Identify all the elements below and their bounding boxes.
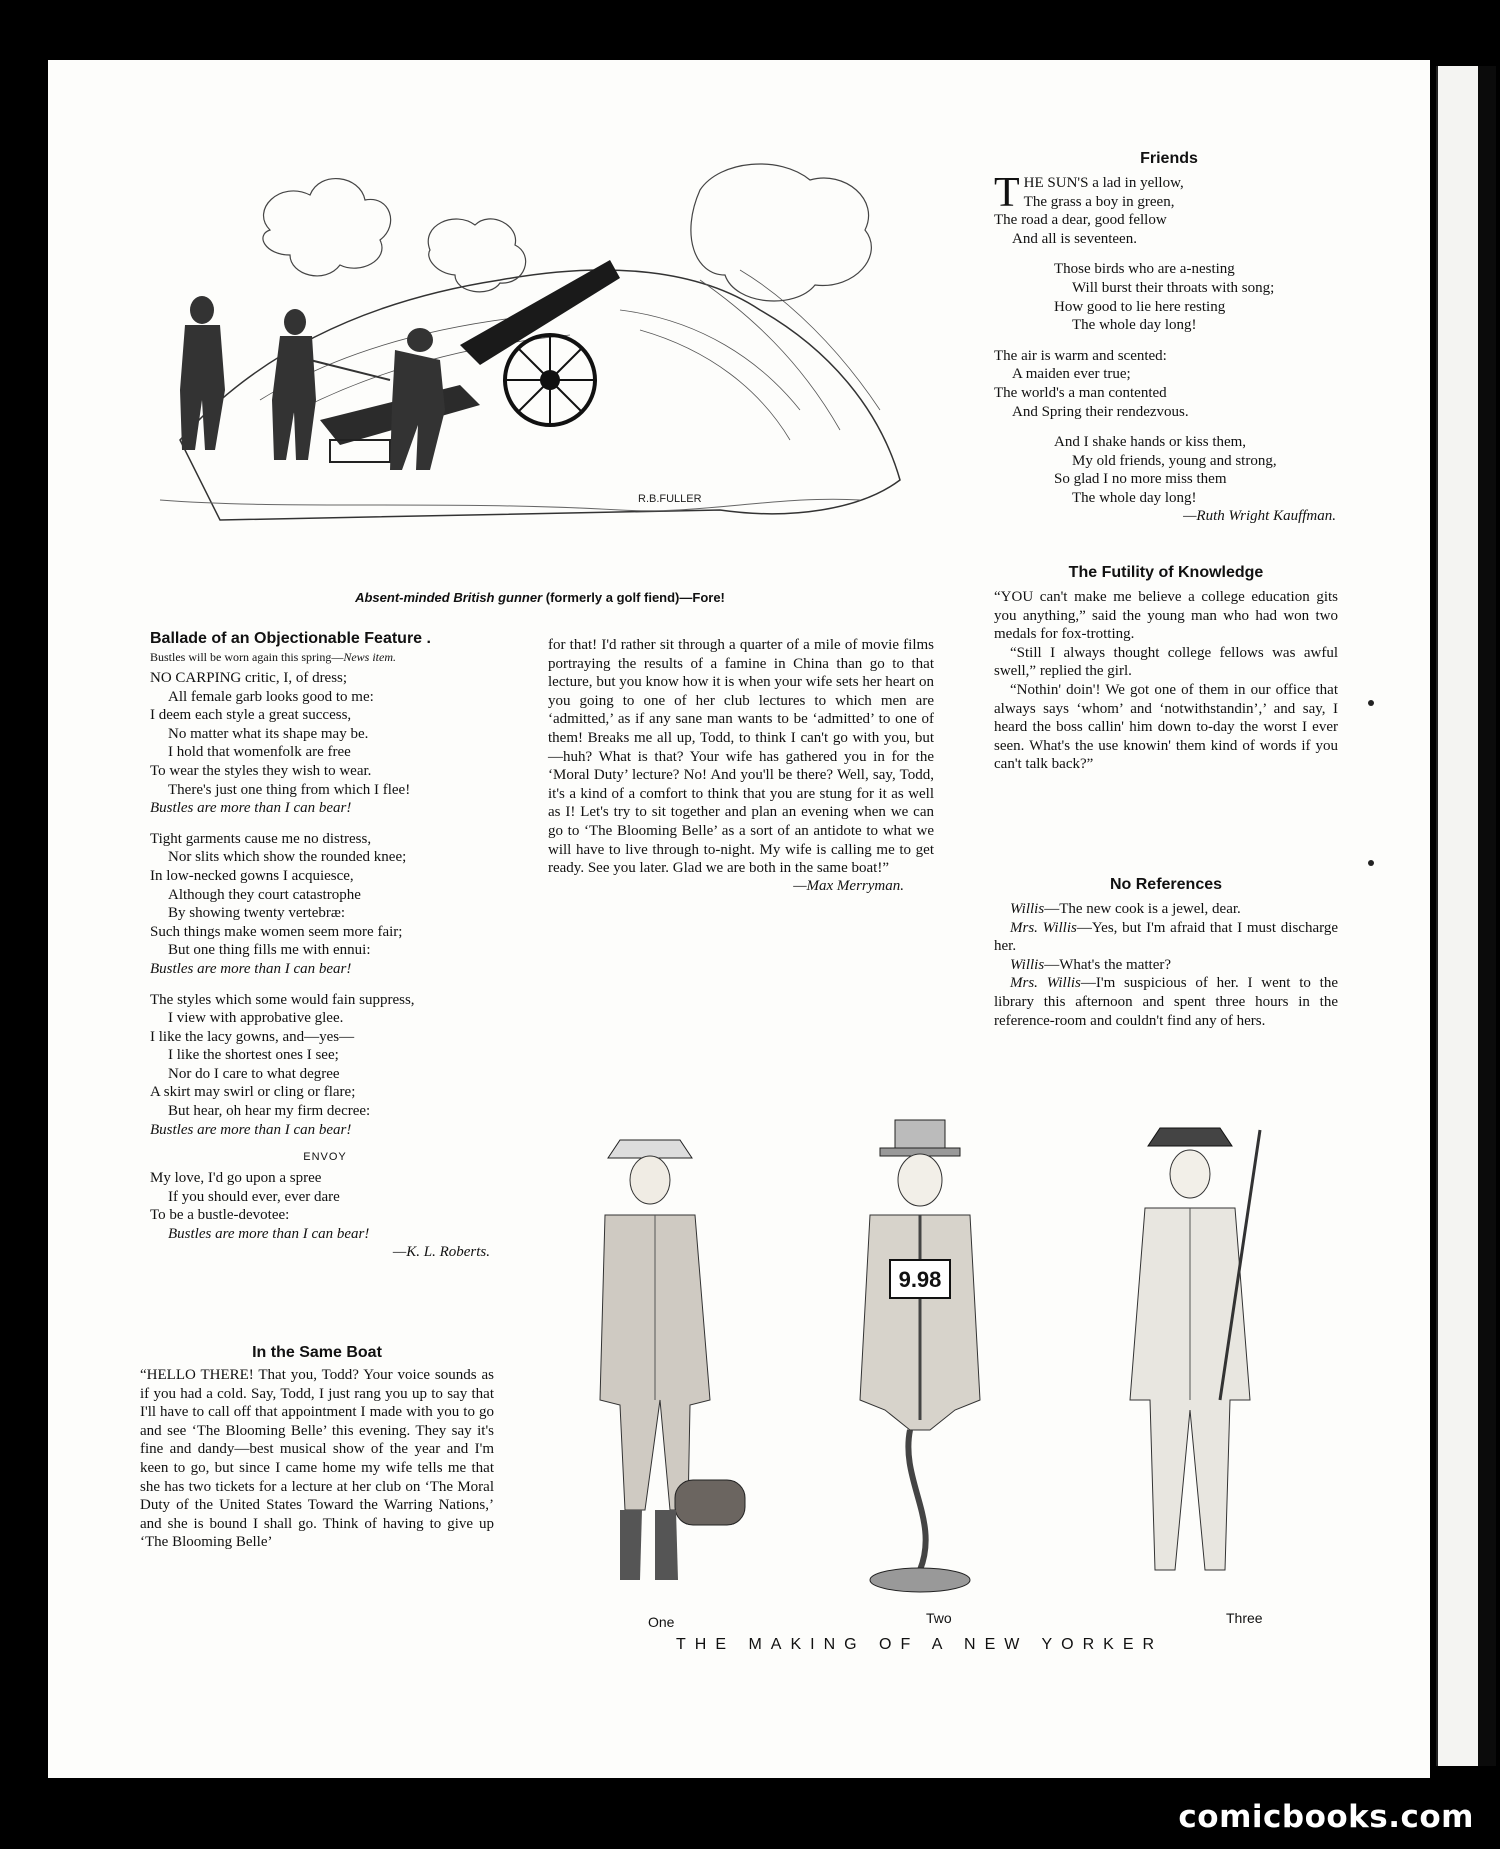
envoy-line: To be a bustle-devotee: (150, 1207, 290, 1224)
verse-line: No matter what its shape may be. (168, 725, 369, 742)
verse-line: And all is seventeen. (1012, 230, 1137, 247)
epigraph-source: News item. (343, 650, 396, 664)
friends-signature: —Ruth Wright Kauffman. (1183, 507, 1336, 524)
verse-line: My old friends, young and strong, (1072, 452, 1277, 469)
dialogue-text: —I'm suspicious of her. I went to the library this afternoon and spent three hours in the reference-room and couldn't find any of hers. (994, 975, 1338, 1029)
verse-line: I like the lacy gowns, and—yes— (150, 1028, 355, 1045)
artillery-cartoon (140, 150, 1000, 590)
envoy-label: ENVOY (303, 1151, 347, 1164)
verse-line: The whole day long! (1072, 489, 1197, 506)
verse-line: The world's a man contented (994, 384, 1167, 401)
futility-paragraph: “Still I always thought college fellows was awful swell,” replied the girl. (994, 644, 1338, 680)
envoy-line: Bustles are more than I can bear! (168, 1226, 370, 1243)
cartoon-caption (270, 590, 810, 605)
speaker: Mrs. Willis (1010, 919, 1077, 936)
page-gutter (1478, 66, 1496, 1766)
verse-line: Will burst their throats with song; (1072, 279, 1275, 296)
same-boat-signature: —Max Merryman. (793, 877, 904, 894)
verse-line: Bustles are more than I can bear! (150, 1121, 352, 1138)
illustration-title: THE MAKING OF A NEW YORKER (676, 1636, 1164, 1653)
verse-line: The air is warm and scented: (994, 347, 1167, 364)
same-boat-col1: “HELLO THERE! That you, Todd? Your voice sounds as if you had a cold. Say, Todd, I just rang you up to say that I'll have to call off that appointment I made with you to go and see ‘The Blooming Belle’ this evening. They say it's fine and dandy—best musical show of the year and I'm keen to go, but since I came home my wife tells me that she has two tickets for a lecture at her club on ‘The Moral Duty of the United States Toward the Warring Nations,’ and she is bound I shall go. Think of having to give up ‘The Blooming Belle’ (140, 1367, 494, 1551)
new-yorker-illustration (560, 1100, 1320, 1620)
dialogue-line (994, 956, 1338, 975)
friends-title: Friends (1140, 150, 1198, 167)
label-three: Three (1226, 1610, 1263, 1626)
caption-rest: (formerly a golf fiend)—Fore! (542, 590, 725, 605)
verse-line: Tight garments cause me no distress, (150, 830, 372, 847)
ballade-stanza (150, 669, 500, 818)
verse-line: Nor slits which show the rounded knee; (168, 849, 407, 866)
dialogue-line (994, 919, 1338, 956)
verse-line: How good to lie here resting (1054, 298, 1226, 315)
article-no-references (994, 876, 1338, 1030)
epigraph-text: Bustles will be worn again this spring— (150, 650, 344, 664)
figure-three (1130, 1128, 1260, 1570)
speaker: Willis (1010, 901, 1045, 917)
verse-line: And I shake hands or kiss them, (1054, 434, 1247, 451)
verse-line: There's just one thing from which I flee! (168, 781, 411, 798)
verse-line: I deem each style a great success, (150, 707, 352, 724)
futility-title: The Futility of Knowledge (1068, 564, 1264, 581)
verse-line: And Spring their rendezvous. (1012, 403, 1189, 420)
caption-italic: Absent-minded British gunner (355, 590, 543, 605)
verse-line: Bustles are more than I can bear! (150, 960, 352, 977)
verse-line: NO CARPING critic, I, of dress; (150, 670, 348, 686)
verse-line: But one thing fills me with ennui: (168, 942, 371, 959)
verse-line: To wear the styles they wish to wear. (150, 762, 372, 779)
dialogue-line (994, 900, 1338, 919)
futility-paragraph: “YOU can't make me believe a college education gits you anything,” said the young man who had won two medals for fox-trotting. (994, 589, 1338, 643)
verse-line: By showing twenty vertebræ: (168, 905, 346, 922)
cartoon-signature: R.B.FULLER (638, 493, 702, 505)
futility-paragraph: “Nothin' doin'! We got one of them in our office that always says ‘whom’ and ‘notwithstandin’,’ and say, I heard the boss callin' him down to-day the worst I ever seen. What's the use knowin' them kind of words if you can't talk back?” (994, 681, 1338, 773)
verse-line: Bustles are more than I can bear! (150, 800, 352, 817)
verse-line: I hold that womenfolk are free (168, 744, 351, 761)
verse-line: I like the shortest ones I see; (168, 1047, 339, 1064)
same-boat-col2: for that! I'd rather sit through a quarter of a mile of movie films portraying the results of a famine in China than go to that lecture, but you know how it is when your wife sets her heart on you going to one of her club lectures to which men are ‘admitted,’ as if any sane man wants to be ‘admitted’ to one of them! Breaks me all up, Todd, to think I can't go with you, but—huh? What is that? Your wife has gathered you in for the ‘Moral Duty’ lecture? No! And you'll be there? Well, say, Todd, it's a kind of a comfort to think that you are stung for it as well as I! Let's try to sit together and plan an evening when we can go to ‘The Blooming Belle’ as a sort of an antidote to what we will have to live through to-night. My wife is calling me to get ready. See you later. Glad we are both in the same boat!” (548, 637, 934, 877)
speaker: Mrs. Willis (1010, 975, 1081, 992)
verse-line: Although they court catastrophe (168, 886, 361, 903)
dialogue-line (994, 974, 1338, 1030)
speck (1368, 700, 1374, 706)
verse-line: Such things make women seem more fair; (150, 923, 403, 940)
verse-line: In low-necked gowns I acquiesce, (150, 867, 354, 884)
verse-line: But hear, oh hear my firm decree: (168, 1103, 371, 1120)
ballade-epigraph (150, 650, 500, 665)
dialogue-text: —Yes, but I'm afraid that I must discharge her. (994, 919, 1338, 955)
verse-line: So glad I no more miss them (1054, 471, 1227, 488)
envoy-line: If you should ever, ever dare (168, 1188, 340, 1205)
figure-two (860, 1120, 980, 1592)
figure-one (600, 1140, 745, 1580)
speck (1368, 860, 1374, 866)
facing-page-edge (1436, 66, 1496, 1766)
ballade-stanza (150, 991, 500, 1140)
label-one: One (648, 1614, 675, 1630)
article-futility (994, 564, 1338, 774)
references-title: No References (1109, 876, 1223, 893)
verse-line: A skirt may swirl or cling or flare; (150, 1084, 356, 1101)
verse-line: Those birds who are a-nesting (1054, 261, 1235, 278)
verse-line: The styles which some would fain suppress, (150, 991, 415, 1008)
envoy-line: My love, I'd go upon a spree (150, 1170, 322, 1187)
poem-friends (994, 150, 1344, 525)
verse-line: The grass a boy in green, (1023, 193, 1175, 210)
verse-line: The road a dear, good fellow (994, 212, 1167, 229)
price-tag-text: 9.98 (898, 1267, 942, 1292)
verse-line: The whole day long! (1072, 317, 1197, 334)
dialogue-text: —What's the matter? (1044, 956, 1172, 973)
ballade-signature: —K. L. Roberts. (392, 1243, 490, 1260)
verse-line: Nor do I care to what degree (168, 1065, 340, 1082)
verse-line: A maiden ever true; (1012, 366, 1131, 383)
verse-line: I view with approbative glee. (168, 1010, 344, 1027)
poem-ballade (150, 630, 500, 1261)
same-boat-title: In the Same Boat (252, 1344, 382, 1361)
ballade-stanza (150, 830, 500, 979)
dialogue-text: —The new cook is a jewel, dear. (1044, 901, 1241, 917)
same-boat-continued (548, 636, 934, 895)
verse-line: All female garb looks good to me: (168, 688, 374, 705)
friends-dropcap: T (994, 170, 1020, 216)
ballade-title: Ballade of an Objectionable Feature . (150, 630, 431, 647)
watermark: comicbooks.com (1178, 1799, 1474, 1835)
verse-line: HE SUN'S a lad in yellow, (1023, 175, 1184, 191)
label-two: Two (926, 1610, 952, 1626)
speaker: Willis (1010, 956, 1045, 973)
article-same-boat (140, 1344, 494, 1552)
